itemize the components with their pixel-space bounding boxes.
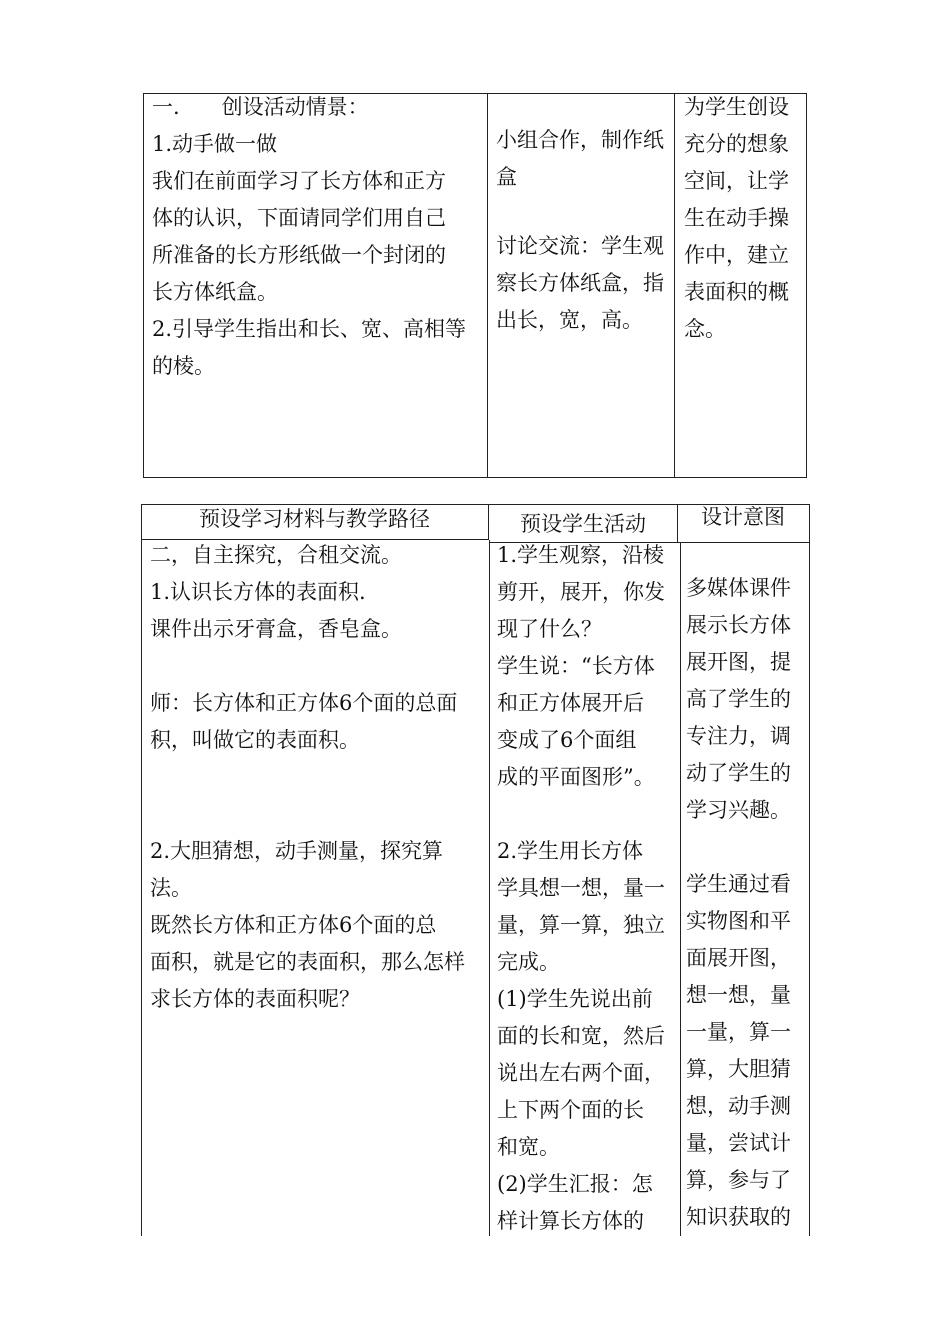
text-line: 剪开，展开，你发	[497, 580, 665, 604]
table2-teaching-path-cell	[150, 537, 465, 1018]
table2-design-intent-cell	[686, 570, 791, 1236]
text-line: 充分的想象	[684, 132, 789, 156]
table1-left-border	[143, 93, 144, 478]
text-line: 盒	[496, 165, 517, 189]
text-line: 法。	[150, 876, 192, 900]
text-line: 说出左右两个面，	[497, 1061, 665, 1085]
table2-student-activity-cell	[497, 537, 665, 1240]
text-line: 一量，算一	[686, 1020, 791, 1044]
spacer	[150, 648, 465, 685]
spacer	[496, 196, 664, 228]
text-line: 积，叫做它的表面积。	[150, 728, 360, 752]
text-line: 想一想，量	[686, 983, 791, 1007]
text-line: 体的认识，下面请同学们用自己	[152, 206, 446, 230]
text-line: 面展开图，	[686, 946, 791, 970]
text-line: 多媒体课件	[686, 576, 791, 600]
spacer	[497, 796, 665, 833]
text-line: 展开图，提	[686, 650, 791, 674]
text-line: 样计算长方体的	[497, 1209, 644, 1233]
table2-right-border	[809, 504, 810, 1236]
text-line: 我们在前面学习了长方体和正方	[152, 169, 446, 193]
header-student-activity: 预设学生活动	[520, 512, 646, 536]
text-line: 成的平面图形”。	[497, 765, 655, 789]
text-line: 和宽。	[497, 1135, 560, 1159]
header-teaching-path: 预设学习材料与教学路径	[199, 507, 430, 531]
text-line: 空间，让学	[684, 169, 789, 193]
table2-header-border-c	[680, 542, 810, 543]
text-line: 1.动手做一做	[152, 132, 278, 156]
text-line: 察长方体纸盒，指	[496, 271, 664, 295]
text-line: 二，自主探究，合租交流。	[150, 543, 402, 567]
table1-divider-2	[674, 93, 675, 478]
text-line: 学习兴趣。	[686, 798, 791, 822]
text-line: 算，参与了	[686, 1168, 791, 1192]
text-line: 想，动手测	[686, 1094, 791, 1118]
text-line: 2.引导学生指出和长、宽、高相等	[152, 317, 467, 341]
text-line: 1.认识长方体的表面积.	[150, 580, 366, 604]
text-line: 动了学生的	[686, 761, 791, 785]
table2-left-border	[141, 504, 142, 1236]
text-line: 量，尝试计	[686, 1131, 791, 1155]
text-line: 学具想一想，量一	[497, 876, 665, 900]
text-line: 所准备的长方形纸做一个封闭的	[152, 243, 446, 267]
table1-right-border	[806, 93, 807, 478]
text-line: 面的长和宽，然后	[497, 1024, 665, 1048]
table1-divider-1	[487, 93, 488, 478]
text-line: 高了学生的	[686, 687, 791, 711]
text-line: 长方体纸盒。	[152, 280, 278, 304]
text-line: (2)学生汇报：怎	[497, 1172, 653, 1196]
text-line: 学生通过看	[686, 872, 791, 896]
table1-design-intent-cell	[684, 89, 789, 348]
table2-divider-2b	[680, 542, 681, 1236]
text-line: 求长方体的表面积呢？	[150, 987, 360, 1011]
table1-teaching-path-cell	[152, 89, 466, 385]
text-line: 学生说：“长方体	[497, 654, 655, 678]
text-line: 完成。	[497, 950, 560, 974]
spacer	[686, 829, 791, 866]
text-line: 小组合作，制作纸	[496, 128, 664, 152]
text-line: 为学生创设	[684, 95, 789, 119]
text-line: 2.大胆猜想，动手测量，探究算	[150, 839, 444, 863]
text-line: 一. 创设活动情景：	[152, 95, 369, 119]
table1-bottom-border	[143, 477, 807, 478]
text-line: 量，算一算，独立	[497, 913, 665, 937]
text-line: 的棱。	[152, 354, 215, 378]
text-line: 出长，宽，高。	[496, 308, 643, 332]
text-line: 变成了6个面组	[497, 728, 637, 752]
spacer	[150, 759, 465, 833]
text-line: 专注力，调	[686, 724, 791, 748]
text-line: 师：长方体和正方体6个面的总面	[150, 691, 458, 715]
text-line: 展示长方体	[686, 613, 791, 637]
text-line: 和正方体展开后	[497, 691, 644, 715]
text-line: 作中，建立	[684, 243, 789, 267]
text-line: 1.学生观察，沿棱	[497, 543, 665, 567]
text-line: 课件出示牙膏盒，香皂盒。	[150, 617, 402, 641]
table2-divider-1b	[489, 540, 490, 1236]
text-line: 算，大胆猜	[686, 1057, 791, 1081]
text-line: 2.学生用长方体	[497, 839, 644, 863]
text-line: 既然长方体和正方体6个面的总	[150, 913, 437, 937]
text-line: (1)学生先说出前	[497, 987, 653, 1011]
text-line: 上下两个面的长	[497, 1098, 644, 1122]
table1-student-activity-cell	[496, 122, 664, 339]
text-line: 生在动手操	[684, 206, 789, 230]
text-line: 念。	[684, 317, 726, 341]
text-line: 现了什么？	[497, 617, 602, 641]
header-design-intent: 设计意图	[701, 505, 785, 529]
text-line: 知识获取的	[686, 1205, 791, 1229]
text-line: 讨论交流：学生观	[496, 234, 664, 258]
text-line: 实物图和平	[686, 909, 791, 933]
text-line: 表面积的概	[684, 280, 789, 304]
text-line: 面积，就是它的表面积，那么怎样	[150, 950, 465, 974]
